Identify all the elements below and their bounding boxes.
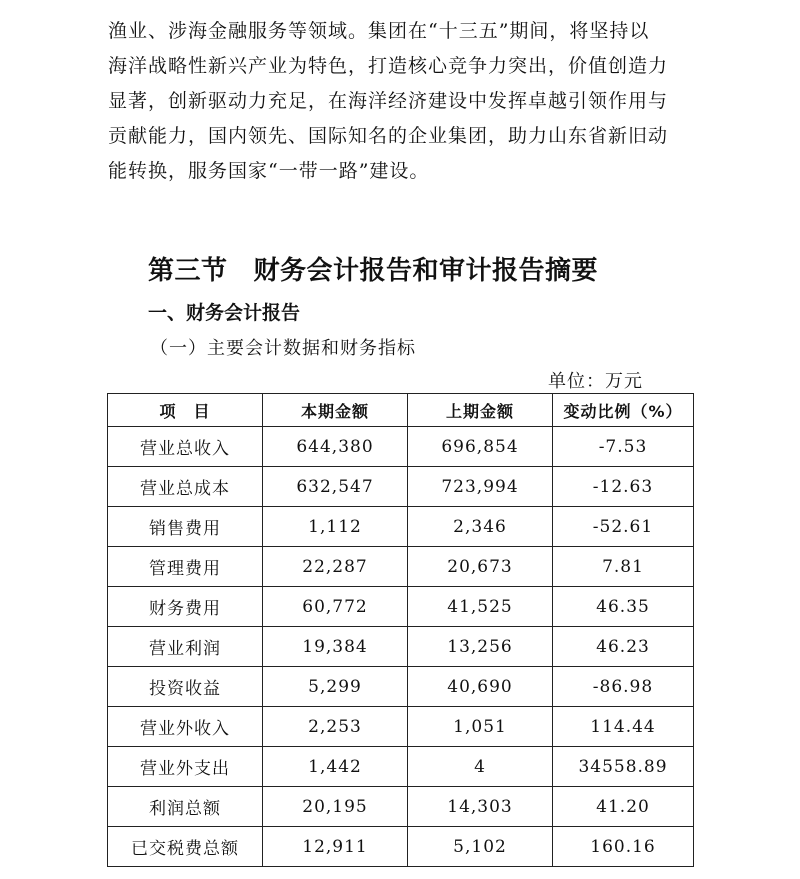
cell-previous: 40,690 bbox=[408, 667, 553, 707]
cell-item: 已交税费总额 bbox=[108, 827, 263, 867]
paragraph-line: 渔业、涉海金融服务等领域。集团在“十三五”期间，将坚持以 bbox=[108, 20, 650, 42]
cell-current: 20,195 bbox=[263, 787, 408, 827]
cell-change: -12.63 bbox=[553, 467, 694, 507]
cell-previous: 14,303 bbox=[408, 787, 553, 827]
section-title bbox=[148, 250, 598, 287]
cell-item: 营业总成本 bbox=[108, 467, 263, 507]
cell-previous: 20,673 bbox=[408, 547, 553, 587]
cell-item: 营业外支出 bbox=[108, 747, 263, 787]
cell-item: 利润总额 bbox=[108, 787, 263, 827]
cell-current: 12,911 bbox=[263, 827, 408, 867]
header-change-ratio: 变动比例（%） bbox=[553, 394, 694, 427]
table-row bbox=[108, 787, 694, 827]
heading-financial-report: 一、财务会计报告 bbox=[148, 302, 301, 324]
cell-change: -52.61 bbox=[553, 507, 694, 547]
cell-item: 营业总收入 bbox=[108, 427, 263, 467]
table-row bbox=[108, 667, 694, 707]
cell-current: 2,253 bbox=[263, 707, 408, 747]
cell-previous: 13,256 bbox=[408, 627, 553, 667]
cell-current: 60,772 bbox=[263, 587, 408, 627]
paragraph-line: 海洋战略性新兴产业为特色，打造核心竞争力突出，价值创造力 bbox=[108, 55, 669, 77]
cell-change: 41.20 bbox=[553, 787, 694, 827]
cell-item: 营业外收入 bbox=[108, 707, 263, 747]
cell-change: 160.16 bbox=[553, 827, 694, 867]
cell-previous: 696,854 bbox=[408, 427, 553, 467]
cell-current: 1,442 bbox=[263, 747, 408, 787]
cell-change: 46.35 bbox=[553, 587, 694, 627]
heading-key-data: （一）主要会计数据和财务指标 bbox=[150, 338, 416, 359]
cell-item: 管理费用 bbox=[108, 547, 263, 587]
cell-change: 114.44 bbox=[553, 707, 694, 747]
table-row bbox=[108, 507, 694, 547]
cell-item: 营业利润 bbox=[108, 627, 263, 667]
financial-data-table bbox=[107, 393, 694, 867]
cell-current: 19,384 bbox=[263, 627, 408, 667]
table-row bbox=[108, 547, 694, 587]
cell-change: 7.81 bbox=[553, 547, 694, 587]
paragraph-line: 显著，创新驱动力充足，在海洋经济建设中发挥卓越引领作用与 bbox=[108, 90, 669, 112]
cell-current: 1,112 bbox=[263, 507, 408, 547]
section-number: 第三节 bbox=[148, 256, 228, 286]
cell-current: 644,380 bbox=[263, 427, 408, 467]
cell-item: 投资收益 bbox=[108, 667, 263, 707]
header-item: 项 目 bbox=[108, 394, 263, 427]
table-row bbox=[108, 747, 694, 787]
cell-current: 5,299 bbox=[263, 667, 408, 707]
cell-previous: 4 bbox=[408, 747, 553, 787]
cell-current: 22,287 bbox=[263, 547, 408, 587]
cell-previous: 2,346 bbox=[408, 507, 553, 547]
cell-previous: 5,102 bbox=[408, 827, 553, 867]
cell-change: -7.53 bbox=[553, 427, 694, 467]
table-row bbox=[108, 627, 694, 667]
cell-previous: 41,525 bbox=[408, 587, 553, 627]
cell-item: 财务费用 bbox=[108, 587, 263, 627]
paragraph-line: 能转换，服务国家“一带一路”建设。 bbox=[108, 160, 430, 182]
table-row bbox=[108, 707, 694, 747]
unit-label: 单位：万元 bbox=[548, 371, 643, 392]
cell-change: 34558.89 bbox=[553, 747, 694, 787]
header-current-amount: 本期金额 bbox=[263, 394, 408, 427]
intro-paragraph bbox=[108, 14, 708, 189]
section-title-text: 财务会计报告和审计报告摘要 bbox=[253, 256, 599, 286]
paragraph-line: 贡献能力，国内领先、国际知名的企业集团，助力山东省新旧动 bbox=[108, 125, 669, 147]
cell-previous: 723,994 bbox=[408, 467, 553, 507]
cell-item: 销售费用 bbox=[108, 507, 263, 547]
table-row bbox=[108, 827, 694, 867]
header-previous-amount: 上期金额 bbox=[408, 394, 553, 427]
table-row bbox=[108, 467, 694, 507]
table-row bbox=[108, 587, 694, 627]
table-row bbox=[108, 427, 694, 467]
table-header-row bbox=[108, 394, 694, 427]
cell-current: 632,547 bbox=[263, 467, 408, 507]
cell-previous: 1,051 bbox=[408, 707, 553, 747]
cell-change: 46.23 bbox=[553, 627, 694, 667]
cell-change: -86.98 bbox=[553, 667, 694, 707]
